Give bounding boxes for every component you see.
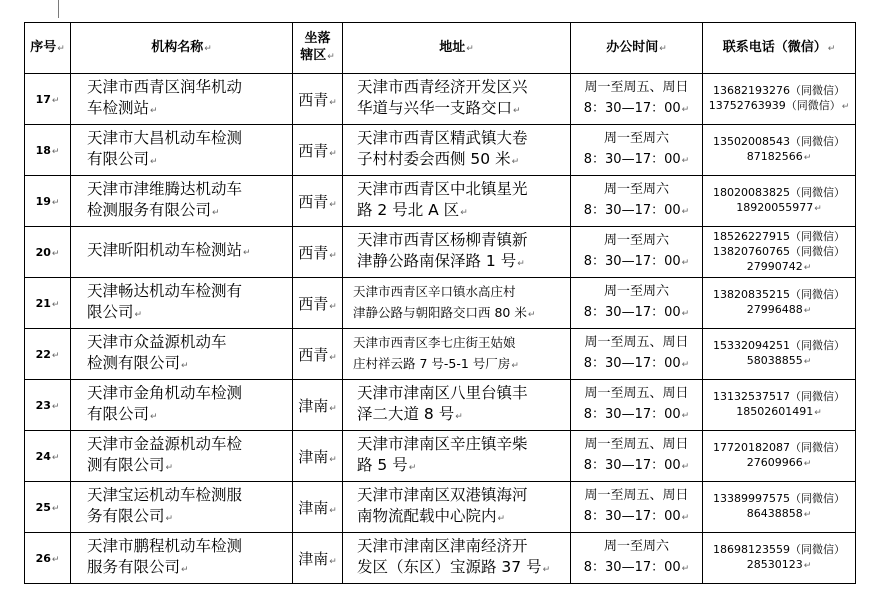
contact-phone <box>703 380 856 431</box>
org-name-line: 天津市大昌机动车检测 <box>87 128 243 147</box>
header-address: 地址↵ <box>343 23 571 74</box>
address-line: 庄村祥云路 7 号-5-1 号厂房 <box>353 355 511 371</box>
contact-phone-line: 27990742 <box>746 259 803 273</box>
org-name-line: 有限公司 <box>87 404 150 423</box>
header-area: 坐落 辖区↵ <box>293 23 343 74</box>
address <box>343 533 571 584</box>
office-hours <box>571 380 703 431</box>
org-name-line: 天津市鹏程机动车检测 <box>87 536 243 555</box>
office-hours <box>571 176 703 227</box>
paragraph-mark: ↵ <box>803 510 812 520</box>
table-row <box>25 431 856 482</box>
address <box>343 329 571 380</box>
district-text: 西青 <box>298 243 329 262</box>
paragraph-mark: ↵ <box>803 357 812 367</box>
paragraph-mark: ↵ <box>51 503 60 514</box>
contact-phone <box>703 176 856 227</box>
paragraph-mark: ↵ <box>150 156 158 167</box>
paragraph-mark: ↵ <box>681 156 690 166</box>
contact-phone-line: 27609966 <box>746 456 803 469</box>
address-line: 天津市津南区津南经济开 <box>357 536 528 555</box>
paragraph-mark: ↵ <box>150 105 158 116</box>
district <box>293 227 343 278</box>
paragraph-mark: ↵ <box>51 248 60 259</box>
org-name-line: 限公司 <box>87 302 134 321</box>
paragraph-mark: ↵ <box>329 556 337 567</box>
org-name-line: 天津畅达机动车检测有 <box>87 281 243 300</box>
paragraph-mark: ↵ <box>681 564 690 574</box>
paragraph-mark: ↵ <box>165 513 174 524</box>
paragraph-mark: ↵ <box>803 459 812 469</box>
district-text: 西青 <box>298 141 329 160</box>
header-phone: 联系电话（微信）↵ <box>703 23 856 74</box>
address-line: 路 2 号北 A 区 <box>357 200 460 219</box>
address-line: 天津市西青经济开发区兴 <box>357 77 528 96</box>
address-line: 津静公路南保泽路 1 号 <box>357 251 517 270</box>
paragraph-mark: ↵ <box>803 153 812 163</box>
address-line: 南物流配载中心院内 <box>357 506 497 525</box>
office-hours <box>571 329 703 380</box>
office-hours-line: 周一至周五、周日 <box>584 335 689 350</box>
table-row <box>25 125 856 176</box>
paragraph-mark: ↵ <box>803 561 812 571</box>
district-text: 津南 <box>298 396 329 415</box>
org-name <box>71 125 293 176</box>
office-hours-line: 周一至周五、周日 <box>584 437 689 452</box>
district-text: 西青 <box>298 294 329 313</box>
district <box>293 533 343 584</box>
address <box>343 176 571 227</box>
table-row <box>25 278 856 329</box>
org-name-line: 天津市津维腾达机动车 <box>87 179 243 198</box>
org-name <box>71 227 293 278</box>
org-name-line: 天津市众益源机动车 <box>87 332 227 351</box>
org-name <box>71 380 293 431</box>
contact-phone-line: 27996488 <box>746 303 803 316</box>
row-number <box>25 329 71 380</box>
paragraph-mark: ↵ <box>51 95 60 106</box>
paragraph-mark: ↵ <box>329 301 337 312</box>
table-header-row <box>25 23 856 74</box>
row-number <box>25 227 71 278</box>
office-hours <box>571 227 703 278</box>
contact-phone <box>703 125 856 176</box>
table-row <box>25 482 856 533</box>
row-number-text: 19 <box>35 194 51 208</box>
address <box>343 431 571 482</box>
district <box>293 482 343 533</box>
office-hours <box>571 125 703 176</box>
paragraph-mark: ↵ <box>408 462 417 473</box>
office-hours-line: 周一至周五、周日 <box>584 80 689 95</box>
address-line: 天津市津南区双港镇海河 <box>357 485 528 504</box>
district-text: 津南 <box>298 447 329 466</box>
paragraph-mark: ↵ <box>681 462 690 472</box>
office-hours-line: 8：30—17：00 <box>583 254 681 269</box>
address-line: 天津市西青区李七庄街王姑娘 <box>353 334 516 350</box>
row-number-text: 25 <box>35 500 51 514</box>
contact-phone-line: 15332094251（同微信） <box>713 339 845 352</box>
header-name: 机构名称↵ <box>71 23 293 74</box>
paragraph-mark: ↵ <box>681 105 690 115</box>
address <box>343 380 571 431</box>
org-name <box>71 278 293 329</box>
row-number-text: 26 <box>35 551 51 565</box>
contact-phone-line: 58038855 <box>746 354 803 367</box>
org-name-line: 检测服务有限公司 <box>87 200 212 219</box>
office-hours-line: 周一至周五、周日 <box>584 488 689 503</box>
row-number <box>25 125 71 176</box>
row-number-text: 24 <box>35 449 51 463</box>
office-hours-line: 周一至周六 <box>603 539 669 554</box>
row-number-text: 23 <box>35 398 51 412</box>
paragraph-mark: ↵ <box>329 352 337 363</box>
paragraph-mark: ↵ <box>527 309 536 320</box>
office-hours-line: 8：30—17：00 <box>583 356 681 371</box>
contact-phone-line: 87182566 <box>746 150 803 163</box>
office-hours-line: 8：30—17：00 <box>583 101 681 116</box>
paragraph-mark: ↵ <box>181 360 189 371</box>
office-hours-line: 8：30—17：00 <box>583 203 681 218</box>
contact-phone-line: 28530123 <box>746 558 803 571</box>
paragraph-mark: ↵ <box>51 299 60 310</box>
row-number <box>25 431 71 482</box>
paragraph-mark: ↵ <box>803 262 812 273</box>
paragraph-mark: ↵ <box>329 148 337 159</box>
paragraph-mark: ↵ <box>51 197 60 208</box>
contact-phone <box>703 74 856 125</box>
district <box>293 380 343 431</box>
org-name-line: 测有限公司 <box>87 455 165 474</box>
paragraph-mark: ↵ <box>329 250 337 261</box>
address-line: 天津市津南区辛庄镇辛柴 <box>357 434 528 453</box>
address-line: 华道与兴华一支路交口 <box>357 98 513 117</box>
address-line: 路 5 号 <box>357 455 408 474</box>
paragraph-mark: ↵ <box>511 360 519 371</box>
paragraph-mark: ↵ <box>165 462 174 473</box>
office-hours-line: 8：30—17：00 <box>583 458 681 473</box>
address-line: 天津市津南区八里台镇丰 <box>357 383 528 402</box>
office-hours-line: 周一至周六 <box>603 182 669 197</box>
district <box>293 278 343 329</box>
row-number <box>25 380 71 431</box>
row-number-text: 18 <box>35 143 51 157</box>
paragraph-mark: ↵ <box>51 146 60 157</box>
row-number <box>25 533 71 584</box>
org-name <box>71 176 293 227</box>
contact-phone-line: 18526227915（同微信） <box>713 229 845 243</box>
address <box>343 278 571 329</box>
address-line: 发区（东区）宝源路 37 号 <box>357 557 542 576</box>
document-page <box>24 22 855 584</box>
paragraph-mark: ↵ <box>51 350 60 361</box>
contact-phone <box>703 533 856 584</box>
org-name <box>71 74 293 125</box>
org-name <box>71 329 293 380</box>
contact-phone <box>703 431 856 482</box>
paragraph-mark: ↵ <box>681 207 690 217</box>
district-text: 西青 <box>298 345 329 364</box>
office-hours-line: 8：30—17：00 <box>583 152 681 167</box>
contact-phone-line: 13820835215（同微信） <box>713 288 845 301</box>
office-hours <box>571 482 703 533</box>
table-row <box>25 74 856 125</box>
contact-phone-line: 13820760765（同微信） <box>713 244 845 258</box>
district-text: 津南 <box>298 498 329 517</box>
district <box>293 74 343 125</box>
org-name <box>71 431 293 482</box>
paragraph-mark: ↵ <box>150 411 158 422</box>
paragraph-mark: ↵ <box>511 156 520 167</box>
office-hours-line: 8：30—17：00 <box>583 305 681 320</box>
contact-phone-line: 17720182087（同微信） <box>713 441 845 454</box>
contact-phone <box>703 482 856 533</box>
org-name <box>71 482 293 533</box>
district-text: 西青 <box>298 90 329 109</box>
org-name-line: 车检测站 <box>87 98 150 117</box>
contact-phone-line: 13752763939（同微信） <box>708 99 841 112</box>
district-text: 西青 <box>298 192 329 211</box>
inspection-station-table <box>24 22 856 584</box>
paragraph-mark: ↵ <box>814 408 822 418</box>
paragraph-mark: ↵ <box>181 564 189 575</box>
paragraph-mark: ↵ <box>51 452 60 463</box>
org-name-line: 有限公司 <box>87 149 150 168</box>
address-line: 天津市西青区辛口镇水高庄村 <box>353 283 516 299</box>
org-name-line: 天津市金益源机动车检 <box>87 434 243 453</box>
row-number <box>25 278 71 329</box>
org-name-line: 天津宝运机动车检测服 <box>87 485 243 504</box>
table-row <box>25 533 856 584</box>
paragraph-mark: ↵ <box>329 97 337 108</box>
address <box>343 482 571 533</box>
address <box>343 74 571 125</box>
address-line: 子村村委会西侧 50 米 <box>357 149 511 168</box>
office-hours-line: 8：30—17：00 <box>583 509 681 524</box>
header-no: 序号↵ <box>25 23 71 74</box>
org-name-line: 服务有限公司 <box>87 557 181 576</box>
contact-phone <box>703 227 856 278</box>
office-hours-line: 周一至周六 <box>603 284 669 299</box>
paragraph-mark: ↵ <box>681 411 690 421</box>
paragraph-mark: ↵ <box>517 258 525 269</box>
contact-phone-line: 13682193276（同微信） <box>713 84 845 97</box>
address <box>343 125 571 176</box>
office-hours-line: 8：30—17：00 <box>583 407 681 422</box>
office-hours <box>571 74 703 125</box>
paragraph-mark: ↵ <box>841 102 850 112</box>
row-number-text: 22 <box>35 347 51 361</box>
contact-phone-line: 86438858 <box>746 507 803 520</box>
table-row <box>25 176 856 227</box>
paragraph-mark: ↵ <box>803 306 812 316</box>
paragraph-mark: ↵ <box>329 199 337 210</box>
address-line: 天津市西青区杨柳青镇新 <box>357 230 528 249</box>
header-hours: 办公时间↵ <box>571 23 703 74</box>
paragraph-mark: ↵ <box>681 513 690 523</box>
paragraph-mark: ↵ <box>814 204 822 214</box>
office-hours <box>571 533 703 584</box>
district <box>293 125 343 176</box>
office-hours-line: 周一至周六 <box>603 131 669 146</box>
contact-phone-line: 18502601491 <box>736 405 814 418</box>
row-number <box>25 176 71 227</box>
address-line: 天津市西青区中北镇星光 <box>357 179 528 198</box>
contact-phone-line: 18020083825（同微信） <box>713 186 845 199</box>
row-number <box>25 74 71 125</box>
office-hours <box>571 431 703 482</box>
org-name-line: 检测有限公司 <box>87 353 181 372</box>
paragraph-mark: ↵ <box>681 309 690 319</box>
contact-phone <box>703 329 856 380</box>
contact-phone-line: 13502008543（同微信） <box>713 135 845 148</box>
district-text: 津南 <box>298 549 329 568</box>
office-hours-line: 8：30—17：00 <box>583 560 681 575</box>
text-cursor-mark <box>58 0 59 18</box>
org-name-line: 务有限公司 <box>87 506 165 525</box>
org-name-line: 天津市西青区润华机动 <box>87 77 243 96</box>
address-line: 津静公路与朝阳路交口西 80 米 <box>353 304 527 320</box>
contact-phone-line: 18920055977 <box>736 201 814 214</box>
table-row <box>25 380 856 431</box>
office-hours <box>571 278 703 329</box>
paragraph-mark: ↵ <box>329 403 337 414</box>
office-hours-line: 周一至周六 <box>603 233 669 248</box>
paragraph-mark: ↵ <box>497 513 506 524</box>
org-name-line: 天津昕阳机动车检测站 <box>87 241 243 259</box>
paragraph-mark: ↵ <box>681 360 690 370</box>
contact-phone-line: 18698123559（同微信） <box>713 543 845 556</box>
row-number <box>25 482 71 533</box>
table-row <box>25 227 856 278</box>
org-name <box>71 533 293 584</box>
paragraph-mark: ↵ <box>460 207 468 218</box>
paragraph-mark: ↵ <box>134 309 143 320</box>
row-number-text: 20 <box>35 245 51 259</box>
row-number-text: 17 <box>35 92 51 106</box>
paragraph-mark: ↵ <box>329 505 337 516</box>
org-name-line: 天津市金角机动车检测 <box>87 383 243 402</box>
contact-phone-line: 13389997575（同微信） <box>713 492 845 505</box>
paragraph-mark: ↵ <box>212 207 220 218</box>
contact-phone <box>703 278 856 329</box>
paragraph-mark: ↵ <box>329 454 337 465</box>
district <box>293 329 343 380</box>
table-row <box>25 329 856 380</box>
paragraph-mark: ↵ <box>681 258 690 268</box>
paragraph-mark: ↵ <box>243 248 251 258</box>
office-hours-line: 周一至周五、周日 <box>584 386 689 401</box>
paragraph-mark: ↵ <box>51 401 60 412</box>
paragraph-mark: ↵ <box>542 564 551 575</box>
contact-phone-line: 13132537517（同微信） <box>713 390 845 403</box>
paragraph-mark: ↵ <box>51 554 60 565</box>
address-line: 天津市西青区精武镇大卷 <box>357 128 528 147</box>
district <box>293 176 343 227</box>
address <box>343 227 571 278</box>
paragraph-mark: ↵ <box>513 105 521 116</box>
address-line: 泽二大道 8 号 <box>357 404 455 423</box>
row-number-text: 21 <box>35 296 51 310</box>
district <box>293 431 343 482</box>
paragraph-mark: ↵ <box>455 411 463 422</box>
